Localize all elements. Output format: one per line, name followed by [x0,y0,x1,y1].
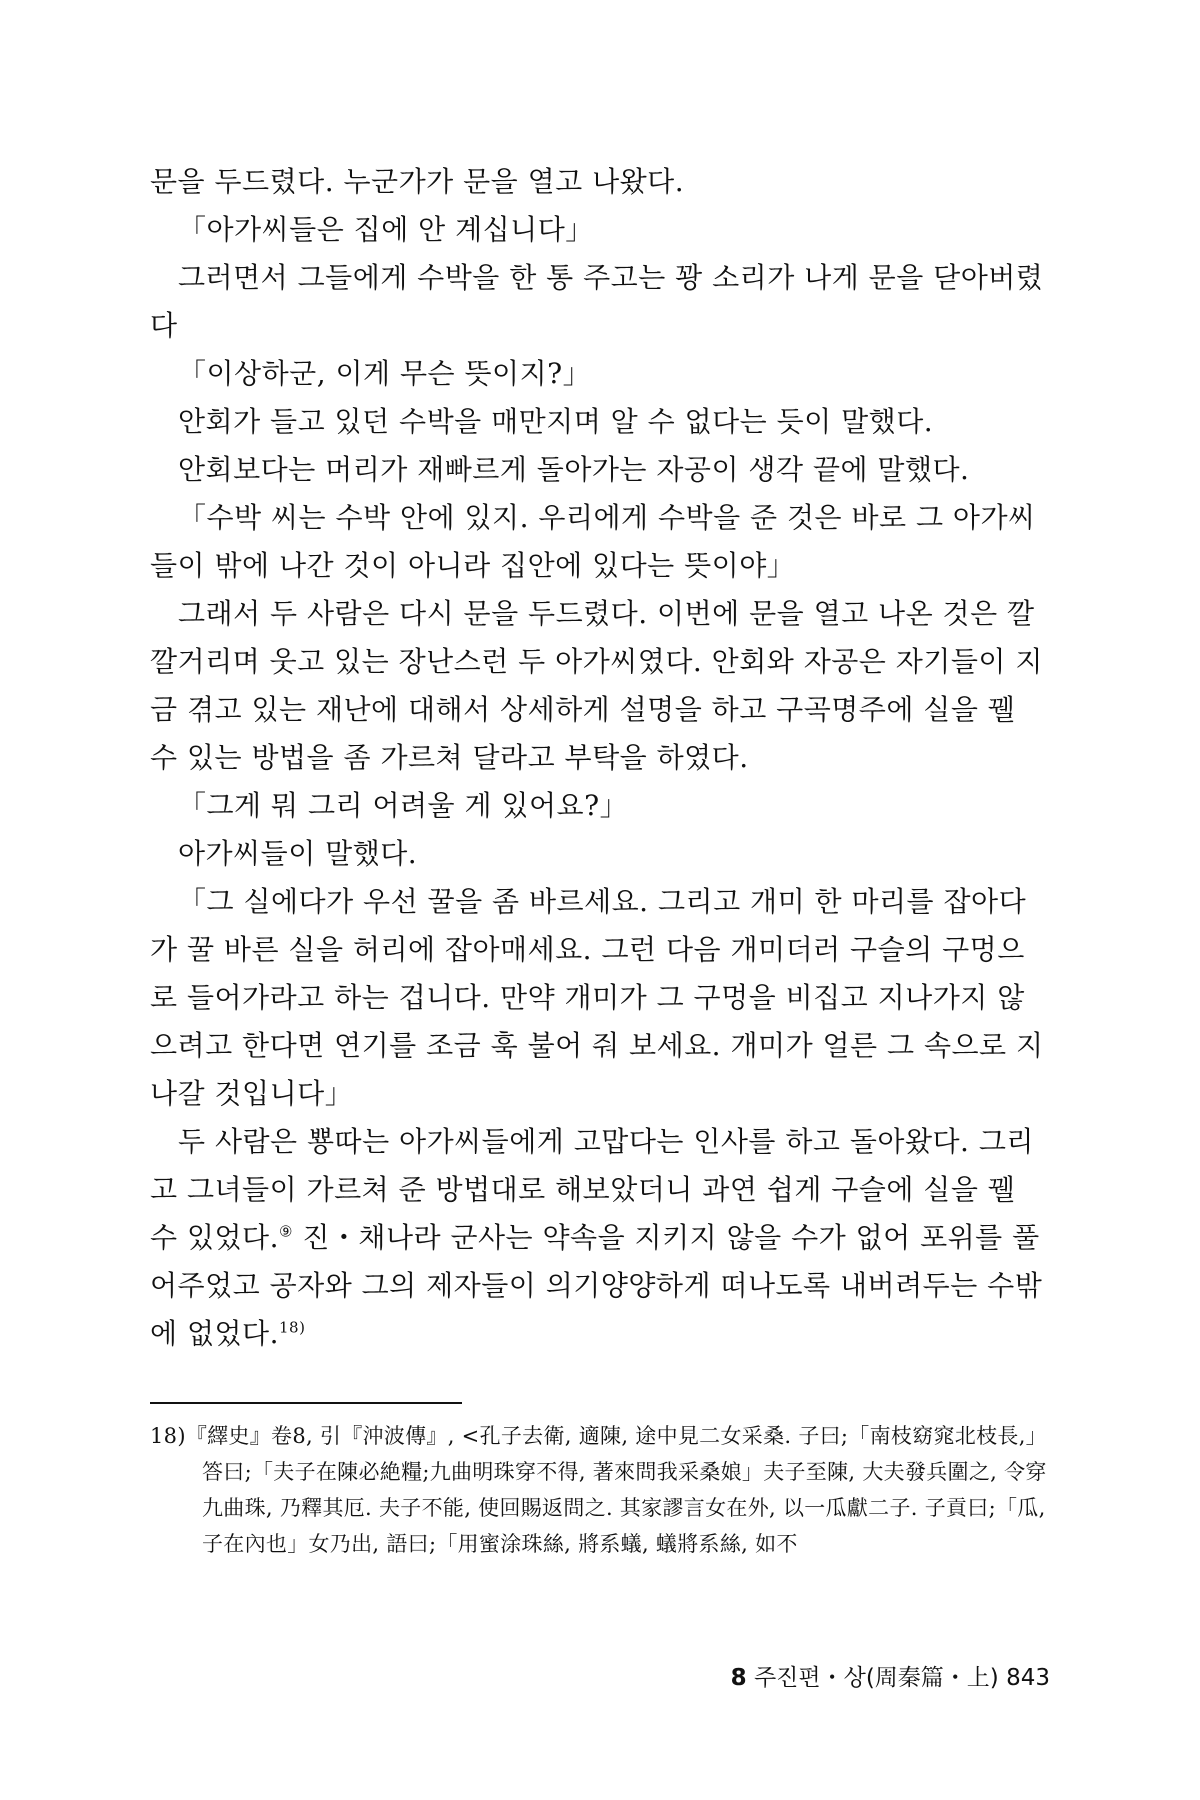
final-paragraph-text-continued: 진・채나라 군사는 약속을 지키지 않을 수가 없어 포위를 풀어주었고 공자와 그의 제자들이 의기양양하게 떠나도록 내버려두는 수밖에 없었다. [150,1221,1043,1350]
footnote-text: 18)『繹史』卷8, 引『沖波傳』, <孔子去衛, 適陳, 途中見二女采桑. 子曰;「南枝窈窕北枝長,」答曰;「夫子在陳必絶糧;九曲明珠穿不得, 著來問我采桑娘」夫子至陳, 大夫發兵圍之, 令穿九曲珠, 乃釋其厄. 夫子不能, 使回賜返問之. 其家謬言女在外, 以一瓜獻二子. 子貢曰;「瓜, 子在內也」女乃出, 語曰;「用蜜涂珠絲, 將系蟻, 蟻將系絲, 如不 [150,1424,1047,1556]
running-footer [690,1662,1050,1694]
final-paragraph-text: 두 사람은 뿅따는 아가씨들에게 고맙다는 인사를 하고 돌아왔다. 그리고 그녀들이 가르쳐 준 방법대로 해보았더니 과연 쉽게 구슬에 실을 꿸 수 있었다. [150,1125,1034,1254]
dialogue-line: 「이상하군, 이게 무슨 뜻이지?」 [178,357,592,390]
paragraph: 안회가 들고 있던 수박을 매만지며 알 수 없다는 듯이 말했다. [178,405,934,438]
chapter-title: 주진편・상(周秦篇・上) [746,1665,1007,1691]
paragraph: 안회보다는 머리가 재빠르게 돌아가는 자공이 생각 끝에 말했다. [178,453,970,486]
footnote [150,1418,1050,1562]
chapter-number: 8 [730,1665,747,1691]
paragraph: 아가씨들이 말했다. [178,837,418,870]
paragraph: 그래서 두 사람은 다시 문을 두드렸다. 이번에 문을 열고 나온 것은 깔깔거리며 웃고 있는 장난스런 두 아가씨였다. 안회와 자공은 자기들이 지금 겪고 있는 재난에 대해서 상세하게 설명을 하고 구곡명주에 실을 꿸 수 있는 방법을 좀 가르쳐 달라고 부탁을 하였다. [150,597,1043,774]
circled-note-mark: ⑨ [279,1222,293,1241]
dialogue-line: 「아가씨들은 집에 안 계십니다」 [178,213,594,246]
dialogue-line: 「그게 뭐 그리 어려울 게 있어요?」 [178,789,629,822]
footnote-divider [150,1402,462,1404]
footnote-reference: 18) [279,1318,306,1337]
dialogue-paragraph: 「그 실에다가 우선 꿀을 좀 바르세요. 그리고 개미 한 마리를 잡아다가 꿀 바른 실을 허리에 잡아매세요. 그런 다음 개미더러 구슬의 구멍으로 들어가라고 하는 겁니다. 만약 개미가 그 구멍을 비집고 지나가지 않으려고 한다면 연기를 조금 훅 불어 줘 보세요. 개미가 얼른 그 속으로 지나갈 것입니다」 [150,885,1044,1110]
body-text [150,158,1050,1358]
paragraph: 그러면서 그들에게 수박을 한 통 주고는 꽝 소리가 나게 문을 닫아버렸다 [150,261,1044,342]
page-number: 843 [1006,1665,1050,1691]
final-paragraph [150,1118,1050,1358]
dialogue-paragraph: 「수박 씨는 수박 안에 있지. 우리에게 수박을 준 것은 바로 그 아가씨들이 밖에 나간 것이 아니라 집안에 있다는 뜻이야」 [150,501,1036,582]
paragraph: 문을 두드렸다. 누군가가 문을 열고 나왔다. [150,165,685,198]
